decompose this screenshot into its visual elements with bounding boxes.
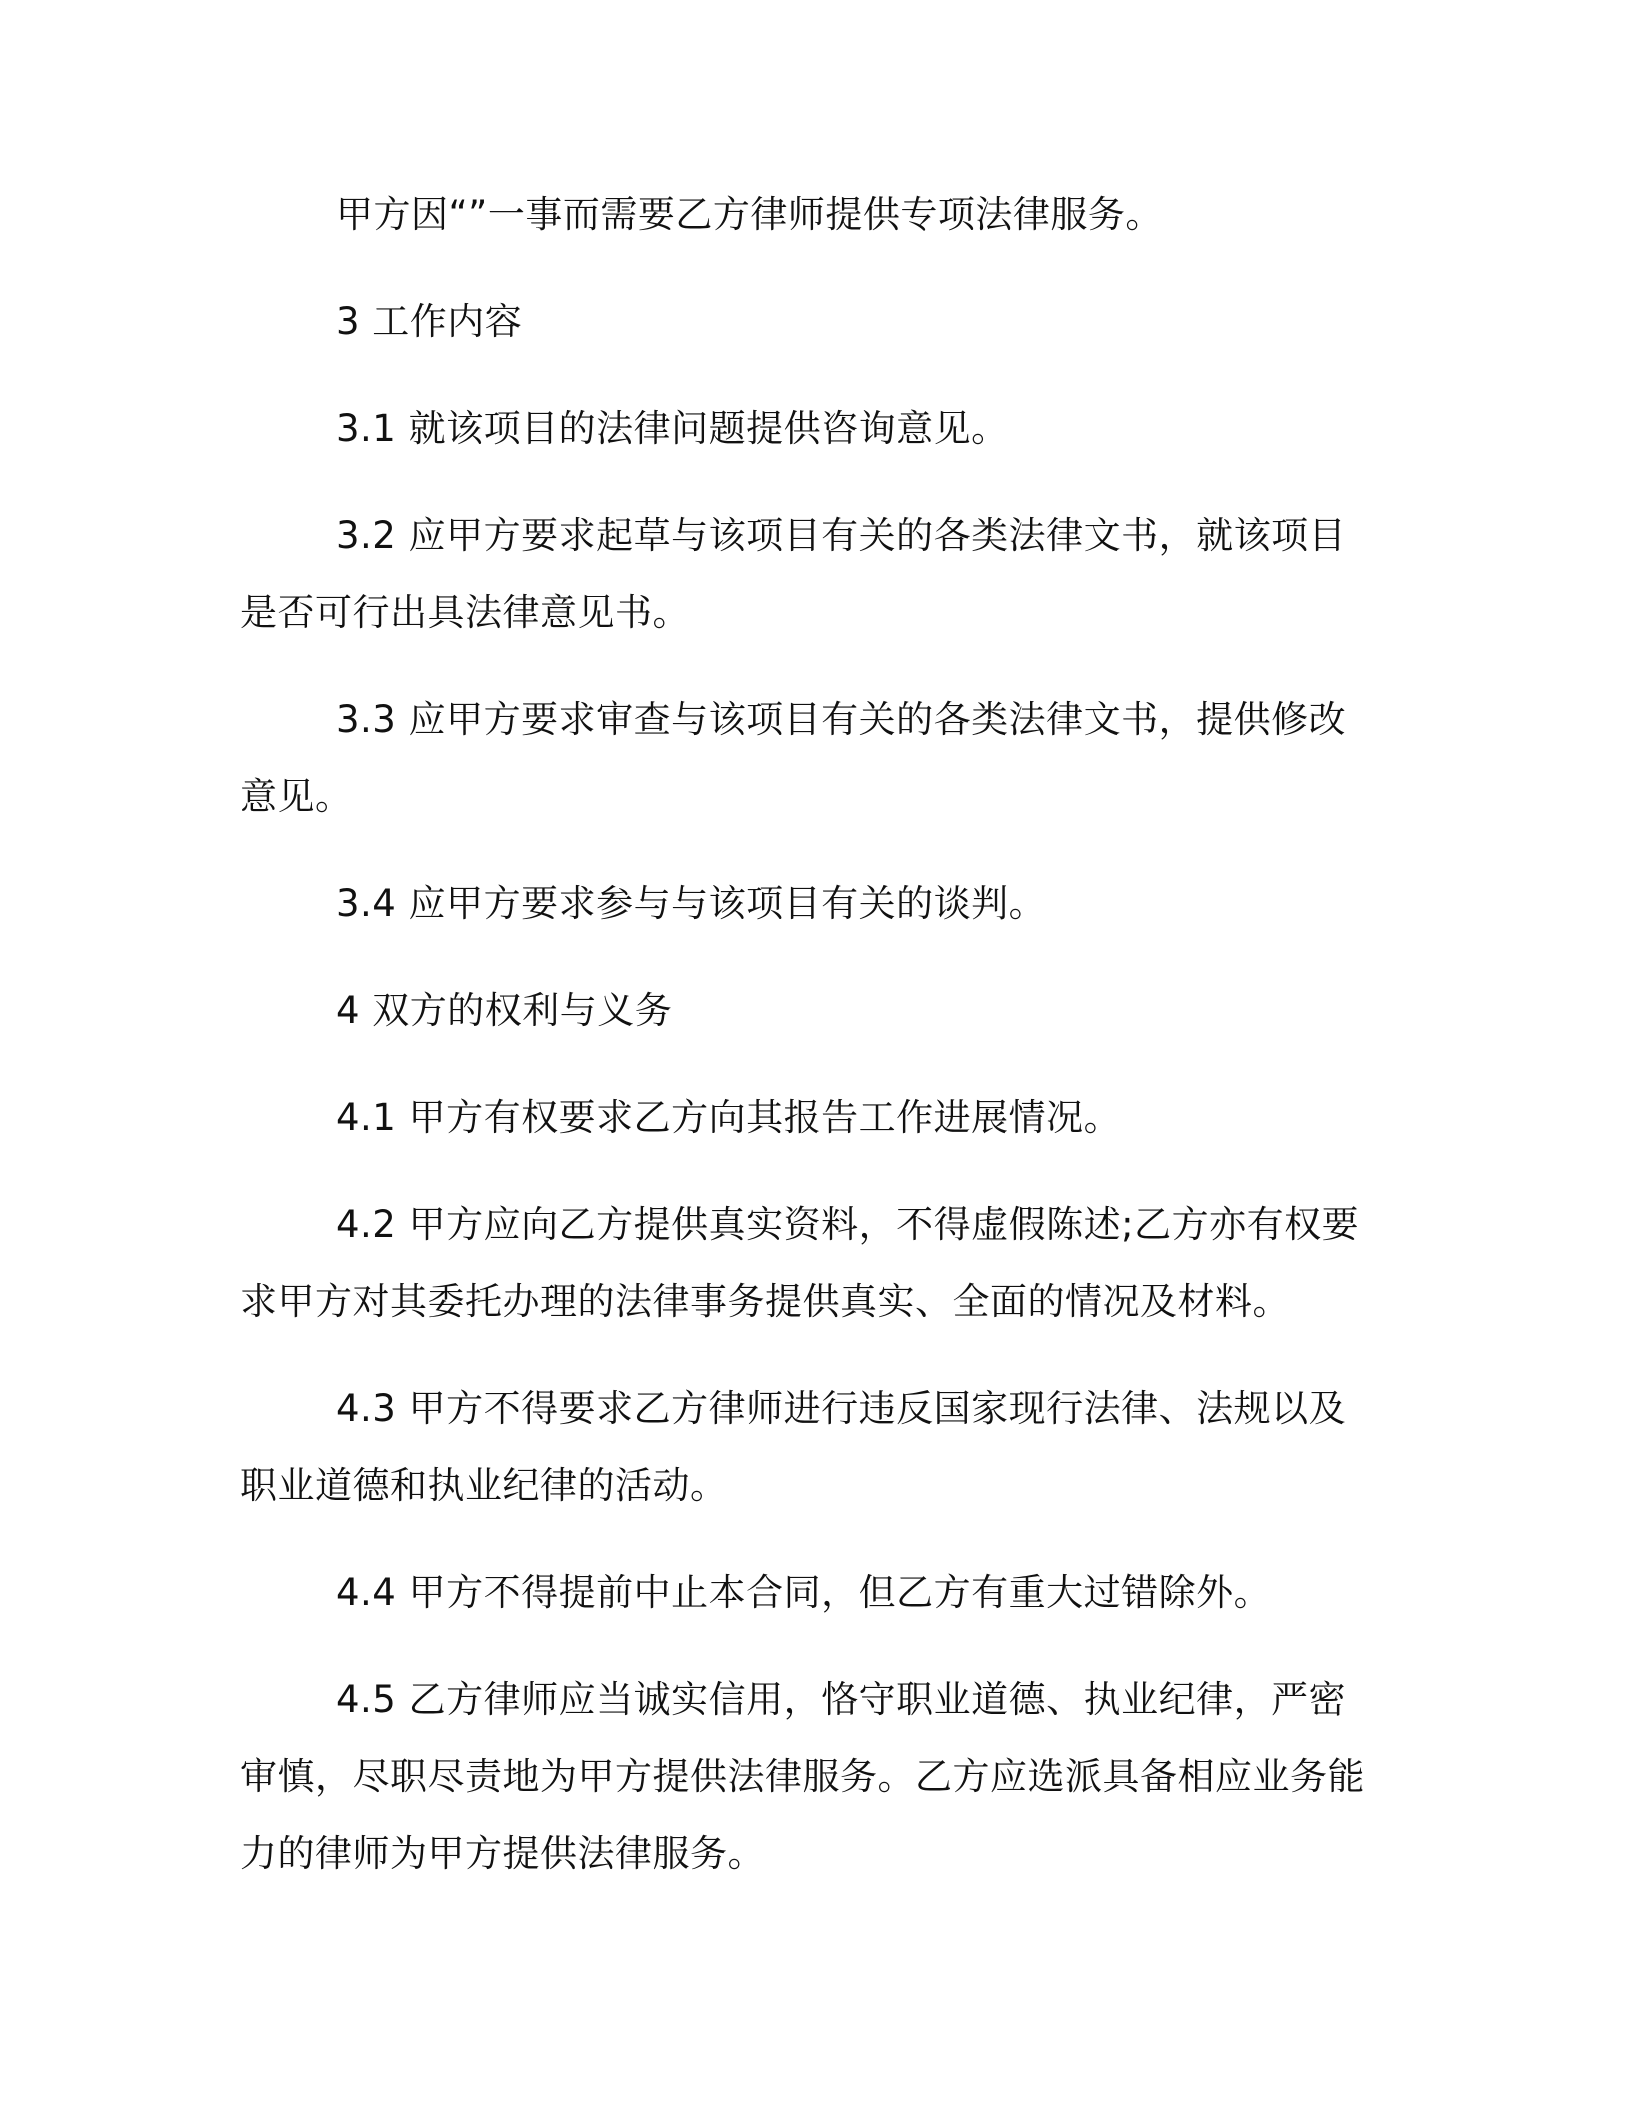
paragraph-3-3: 3.3 应甲方要求审查与该项目有关的各类法律文书，提供修改意见。	[240, 698, 1347, 818]
paragraph-4-3: 4.3 甲方不得要求乙方律师进行违反国家现行法律、法规以及职业道德和执业纪律的活动。	[240, 1387, 1347, 1507]
document-body	[240, 176, 1380, 1922]
paragraph-4-2: 4.2 甲方应向乙方提供真实资料，不得虚假陈述;乙方亦有权要求甲方对其委托办理的法律事务提供真实、全面的情况及材料。	[240, 1203, 1360, 1323]
paragraph-3-2: 3.2 应甲方要求起草与该项目有关的各类法律文书，就该项目是否可行出具法律意见书。	[240, 514, 1347, 634]
paragraph-4-1: 4.1 甲方有权要求乙方向其报告工作进展情况。	[336, 1096, 1122, 1139]
section-heading-3: 3 工作内容	[336, 300, 523, 343]
paragraph-4-5: 4.5 乙方律师应当诚实信用，恪守职业道德、执业纪律，严密审慎，尽职尽责地为甲方提供法律服务。乙方应选派具备相应业务能力的律师为甲方提供法律服务。	[240, 1678, 1365, 1875]
paragraph-intro: 甲方因“”一事而需要乙方律师提供专项法律服务。	[336, 193, 1163, 236]
section-heading-4: 4 双方的权利与义务	[336, 989, 673, 1032]
paragraph-3-1: 3.1 就该项目的法律问题提供咨询意见。	[336, 407, 1009, 450]
paragraph-3-4: 3.4 应甲方要求参与与该项目有关的谈判。	[336, 882, 1047, 925]
paragraph-4-4: 4.4 甲方不得提前中止本合同，但乙方有重大过错除外。	[336, 1571, 1272, 1614]
